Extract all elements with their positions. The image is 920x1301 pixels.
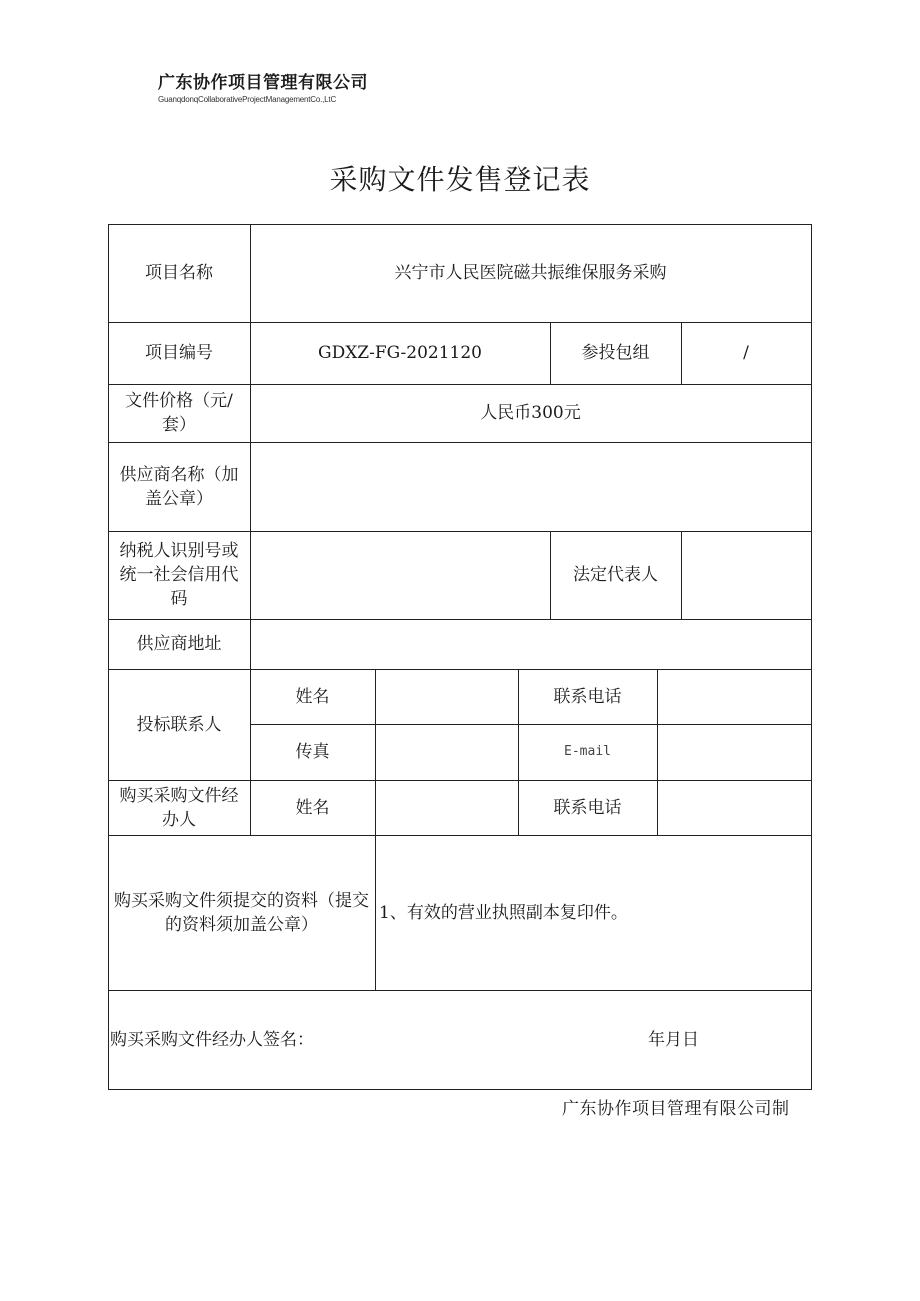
handler-phone-field[interactable] (657, 780, 811, 835)
email-label: E-mail (564, 744, 611, 759)
handler-phone-label: 联系电话 (553, 797, 622, 818)
documents-value: 1、有效的营业执照副本复印件。 (379, 902, 628, 923)
bid-package-label: 参投包组 (581, 343, 650, 363)
footer-issuer: 广东协作项目管理有限公司制 (562, 1099, 790, 1119)
bid-package-value: / (743, 343, 749, 363)
contact-phone-label: 联系电话 (553, 686, 622, 707)
signature-label: 购买采购文件经办人签名： (110, 1029, 314, 1050)
address-field[interactable] (250, 619, 811, 669)
handler-name-label: 姓名 (295, 797, 330, 818)
project-name-label: 项目名称 (145, 263, 213, 283)
fax-label: 传真 (295, 742, 330, 762)
company-name-en: GuanqdonqCollaborativeProjectManagementCo.,LtC (158, 95, 337, 104)
price-value: 人民币300元 (480, 403, 581, 423)
supplier-name-label: 供应商名称（加盖公章） (119, 464, 239, 509)
legal-rep-label: 法定代表人 (573, 565, 658, 585)
date-label: 年月日 (648, 1029, 699, 1050)
tax-id-field[interactable] (250, 531, 550, 619)
fax-field[interactable] (375, 724, 518, 780)
project-name-value: 兴宁市人民医院磁共振维保服务采购 (394, 263, 667, 283)
project-no-label: 项目编号 (145, 343, 213, 363)
supplier-name-field[interactable] (250, 442, 811, 531)
contact-phone-field[interactable] (657, 669, 811, 724)
address-label: 供应商地址 (136, 634, 222, 654)
price-label: 文件价格（元/套） (125, 391, 233, 435)
legal-rep-field[interactable] (681, 531, 811, 619)
handler-name-field[interactable] (375, 780, 518, 835)
page-title: 采购文件发售登记表 (329, 163, 591, 196)
documents-label: 购买采购文件须提交的资料（提交的资料须加盖公章） (114, 890, 369, 935)
handler-label: 购买采购文件经办人 (119, 785, 239, 830)
tax-id-label: 纳税人识别号或统一社会信用代码 (119, 541, 239, 609)
project-no-value: GDXZ-FG-2021120 (317, 343, 482, 363)
contact-name-field[interactable] (375, 669, 518, 724)
email-field[interactable] (657, 724, 811, 780)
contact-name-label: 姓名 (295, 686, 330, 707)
contact-label: 投标联系人 (136, 714, 222, 735)
company-name: 广东协作项目管理有限公司 (158, 73, 368, 93)
